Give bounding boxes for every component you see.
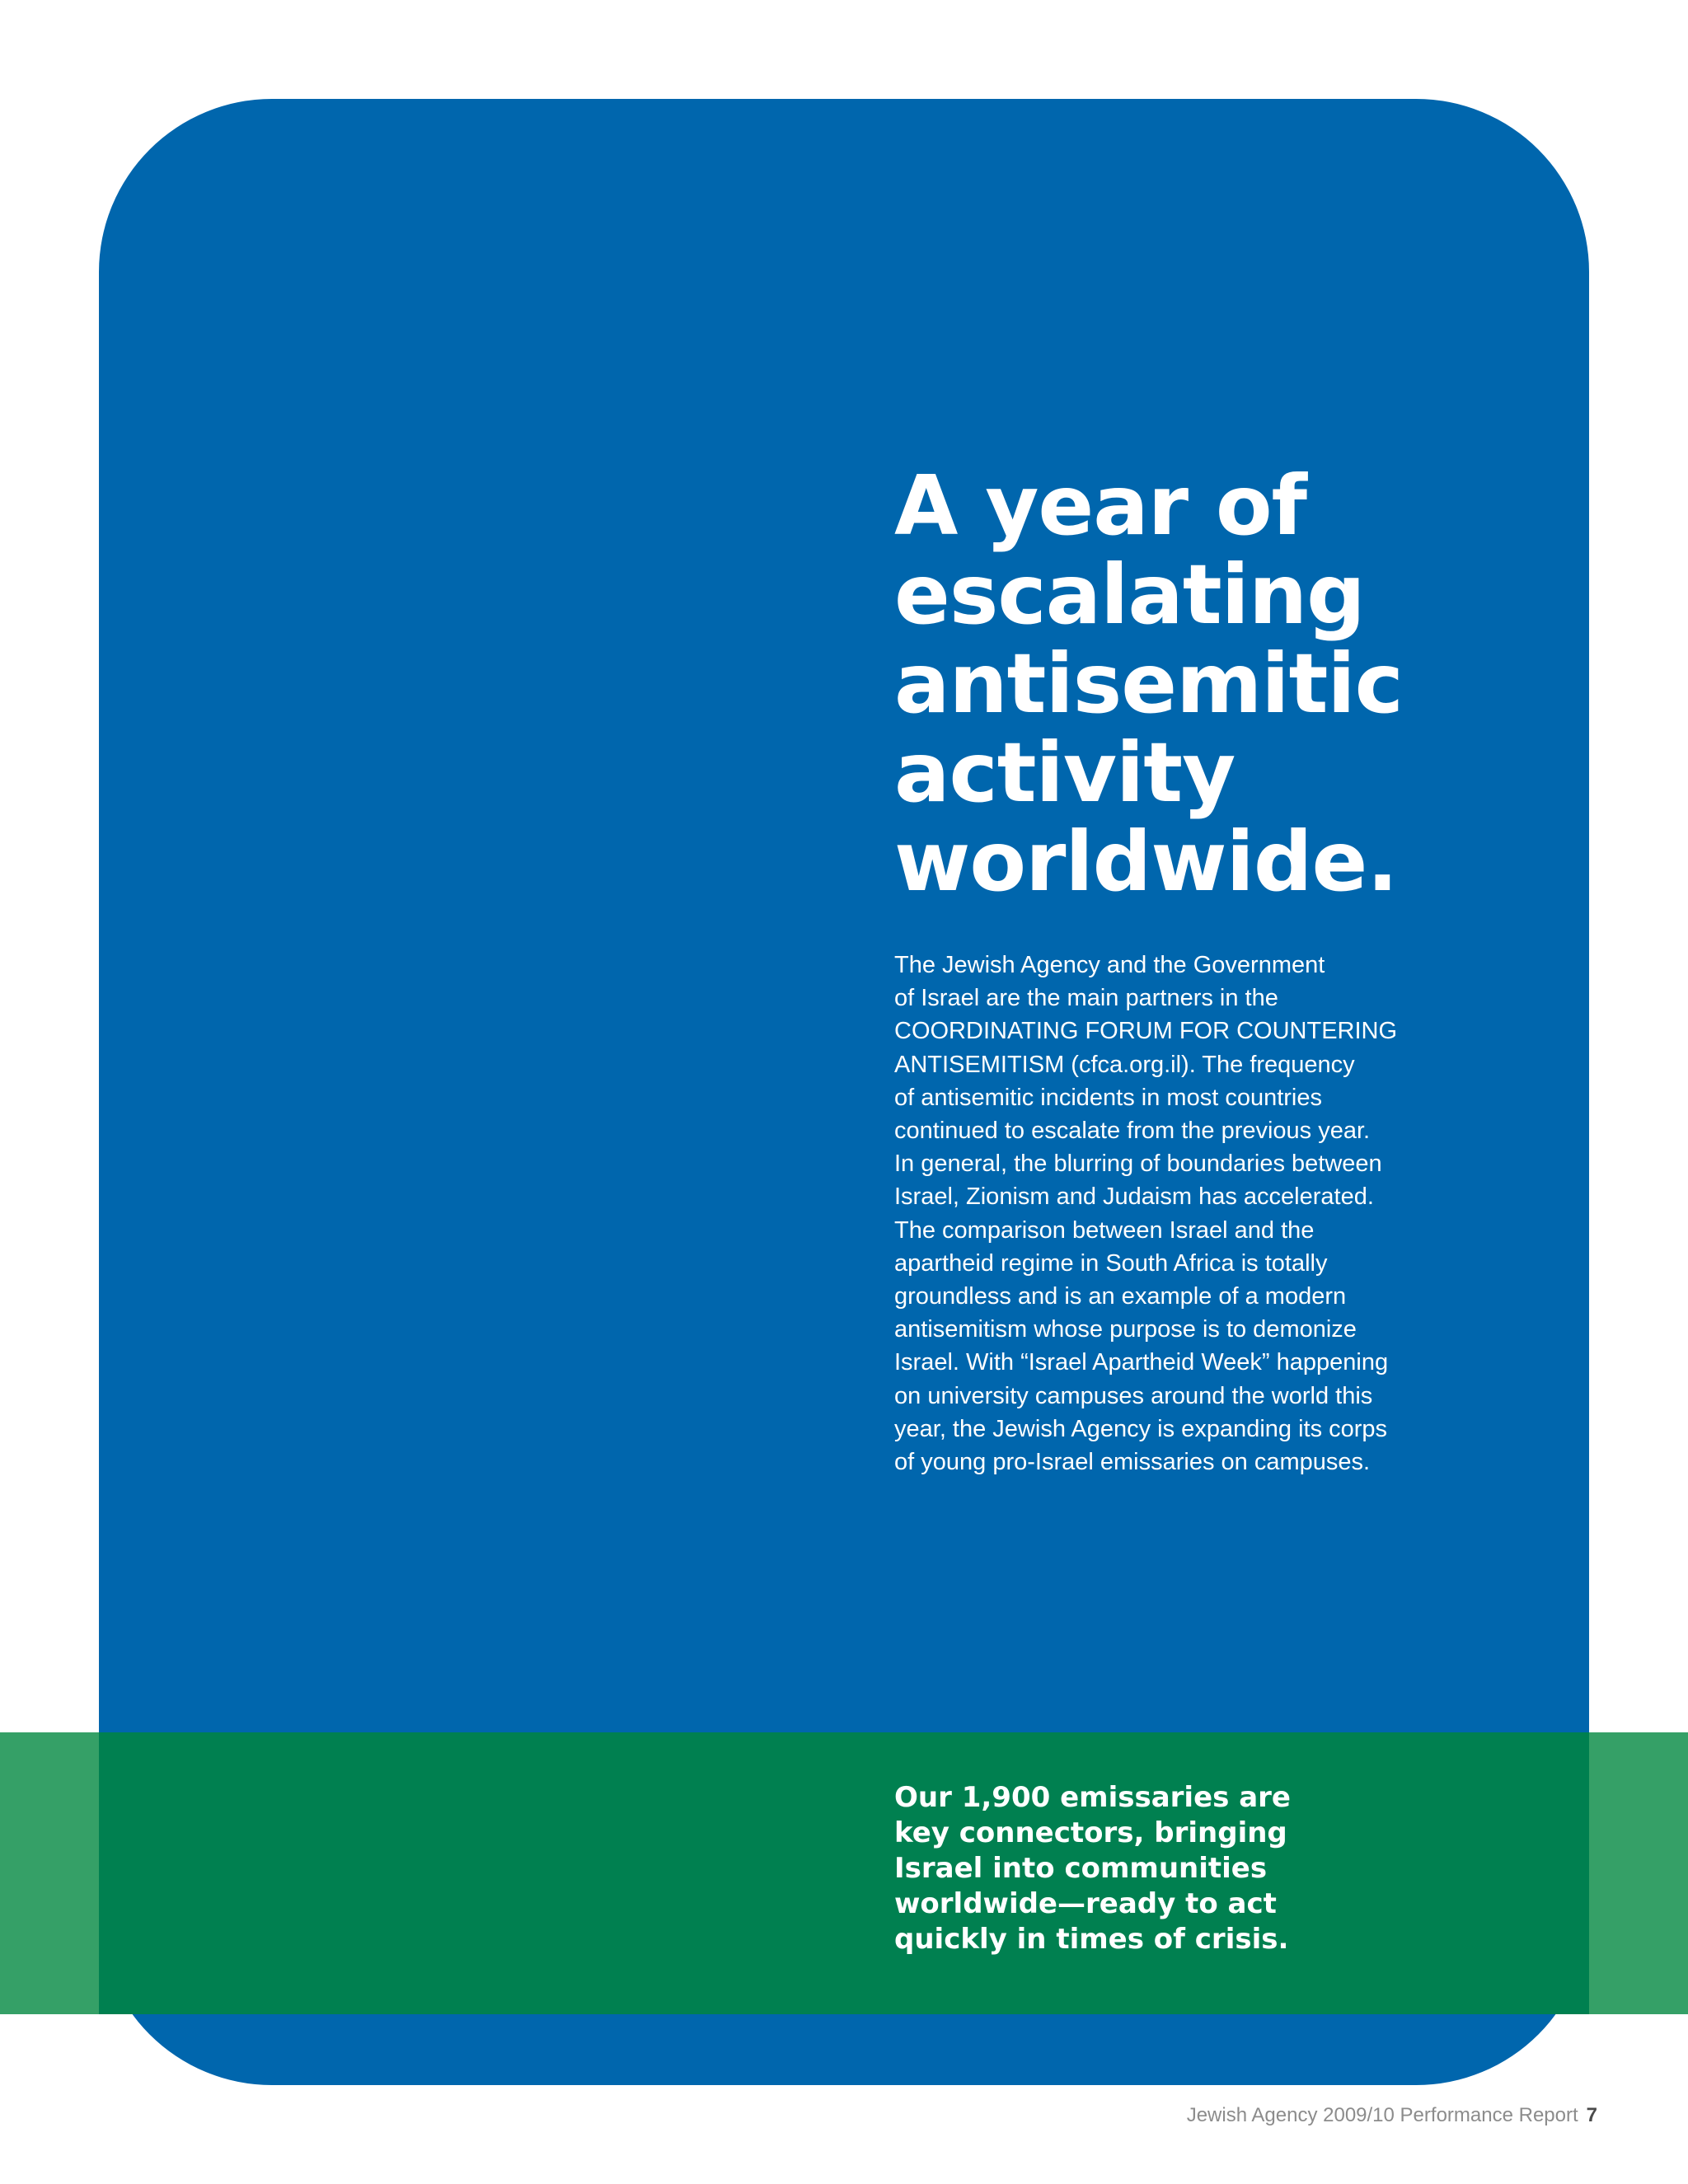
body-line: Israel, Zionism and Judaism has accelerated. [894,1183,1374,1211]
headline-line: escalating [894,546,1365,643]
body-line: COORDINATING FORUM FOR COUNTERING [894,1018,1398,1045]
body-line: antisemitism whose purpose is to demonize [894,1316,1357,1343]
page-footer [1187,2103,1597,2128]
body-line: of Israel are the main partners in the [894,985,1278,1012]
body-line: ANTISEMITISM (cfca.org.il). The frequency [894,1051,1355,1078]
headline-line: antisemitic [894,635,1403,732]
page-number: 7 [1586,2104,1597,2126]
headline-line: worldwide. [894,813,1398,910]
body-line: The comparison between Israel and the [894,1216,1315,1244]
emissaries-callout [894,1780,1521,1957]
report-title: Jewish Agency 2009/10 Performance Report [1186,2104,1578,2126]
body-line: apartheid regime in South Africa is totally [894,1249,1328,1277]
callout-line: Our 1,900 emissaries are [894,1781,1291,1814]
body-line: groundless and is an example of a modern [894,1283,1347,1310]
body-line: year, the Jewish Agency is expanding its corps [894,1415,1388,1442]
body-line: Israel. With “Israel Apartheid Week” happening [894,1349,1389,1376]
headline-line: activity [894,724,1236,821]
headline-line: A year of [894,457,1307,554]
callout-line: key connectors, bringing [894,1816,1287,1849]
body-line: continued to escalate from the previous year. [894,1118,1371,1145]
body-line: on university campuses around the world this [894,1382,1373,1409]
body-line: of young pro-Israel emissaries on campuses. [894,1449,1371,1476]
callout-line: Israel into communities [894,1852,1268,1885]
callout-line: quickly in times of crisis. [894,1923,1289,1956]
body-paragraph [894,949,1471,1479]
body-line: In general, the blurring of boundaries between [894,1151,1382,1178]
body-line: of antisemitic incidents in most countries [894,1084,1322,1111]
body-line: The Jewish Agency and the Government [894,952,1325,978]
headline [894,457,1521,910]
callout-line: worldwide—ready to act [894,1887,1277,1920]
